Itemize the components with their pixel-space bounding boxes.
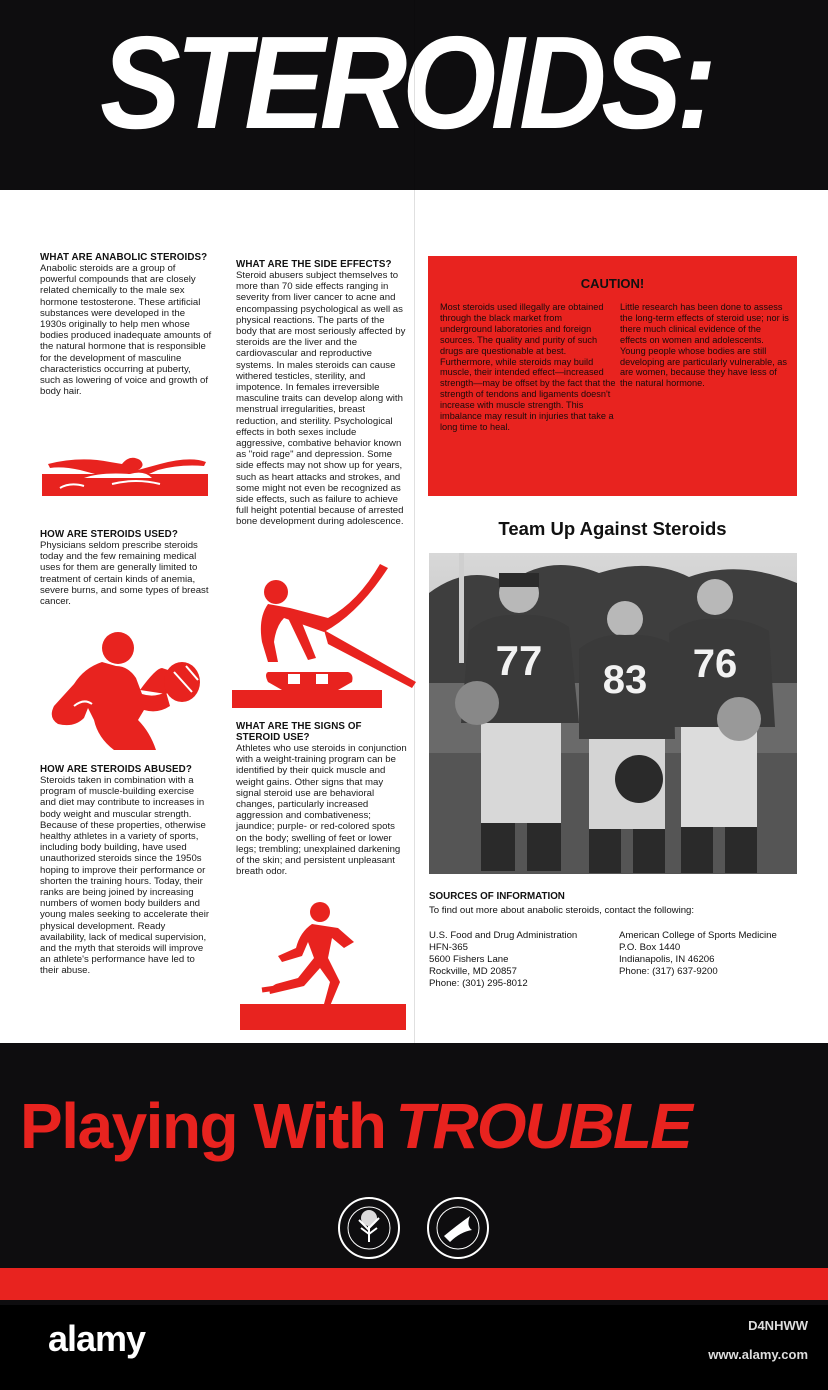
slogan-band — [0, 1043, 828, 1305]
section-signs-of-use — [236, 721, 408, 877]
watermark-image-id: D4NHWW — [748, 1318, 808, 1333]
watermark-url: www.alamy.com — [708, 1347, 808, 1362]
section-body: Steroid abusers subject themselves to more than 70 side effects ranging in severity from liver cancer to acne and encompassing psychological as well as physical reactions. The parts of the body that are most seriously affected by steroids are the liver and the cardiovascular and reproductive systems. In males steroids can cause withered testicles, sterility, and impotence. In females irreversible masculine traits can develop along with menstrual irregularities, breast reduction, and sterility. Psychological effects in both sexes include aggressive, combative behavior known as "roid rage" and depression. Some side effects may not show up for years, such as heart attacks and strokes, and some might not even be recognized as side effects, such as failure to achieve full height potential because of arrested bone development during adolescence. — [236, 270, 406, 528]
swimmer-icon — [40, 452, 210, 498]
dept-education-seal-icon — [337, 1196, 401, 1260]
jersey-number: 83 — [602, 658, 648, 702]
sources-intro: To find out more about anabolic steroids, contact the following: — [429, 905, 695, 916]
gymnast-icon — [228, 562, 424, 712]
section-heading: HOW ARE STEROIDS ABUSED? — [40, 764, 192, 775]
jersey-number: 77 — [495, 637, 543, 684]
red-strip — [0, 1268, 828, 1300]
section-body: Athletes who use steroids in conjunction with a weight-training program can be identified by their quick muscle and weight gains. Other signs that may signal steroid use are behavioral changes, particularly increased aggression and combativeness; jaundice; purple- or red-colored spots on the body; swelling of feet or lower legs; trembling; unexplained darkening of the skin; and persistent unpleasant breath odor. — [236, 743, 407, 878]
sources-heading: SOURCES OF INFORMATION — [429, 891, 565, 902]
section-heading: WHAT ARE ANABOLIC STEROIDS? — [40, 252, 208, 263]
poster-title: STEROIDS: — [100, 9, 712, 156]
slogan-part-2: TROUBLE — [395, 1090, 691, 1162]
section-how-abused — [40, 764, 212, 977]
slogan — [20, 1086, 691, 1166]
caution-box — [428, 256, 797, 496]
section-what-are-steroids — [40, 252, 212, 397]
section-body: Anabolic steroids are a group of powerful compounds that are closely related chemically to the male sex hormone testosterone. These artificial substances were developed in the 1930s originally to help men whose bodies produced inadequate amounts of the natural hormone that is responsible for the development of masculine characteristics occurring at puberty, such as lowering of voice and growth of body hair. — [40, 263, 212, 398]
runner-icon — [238, 898, 408, 1032]
watermark-logo: alamy — [48, 1318, 146, 1359]
slogan-part-1: Playing With — [20, 1090, 386, 1162]
section-how-used — [40, 529, 212, 607]
dept-hhs-seal-icon — [426, 1196, 490, 1260]
caution-title: CAUTION! — [580, 276, 645, 291]
section-heading: WHAT ARE THE SIDE EFFECTS? — [236, 259, 392, 270]
acsm-address: American College of Sports Medicine P.O. Box 1440 Indianapolis, IN 46206 Phone: (317) 637-9200 — [619, 930, 777, 977]
weightlifter-icon — [44, 628, 206, 754]
section-body: Steroids taken in combination with a program of muscle-building exercise and diet may contribute to increases in body weight and muscular strength. Because of these properties, otherwise healthy athletes in a variety of sports, including body building, have used unauthorized steroids since the 1950s hoping to improve their performance or shorten the training hours. Today, their ranks are being joined by increasing numbers of women body builders and young males seeking to accelerate their physical development. Ready availability, lack of medical supervision, and the myth that steroids will improve an athlete's performance have led to their abuse. — [40, 775, 210, 977]
section-heading: HOW ARE STEROIDS USED? — [40, 529, 178, 540]
section-side-effects — [236, 259, 406, 528]
section-heading: WHAT ARE THE SIGNS OF STEROID USE? — [236, 721, 362, 743]
caution-text-left: Most steroids used illegally are obtained through the black market from underground laboratories and foreign sources. The quality and purity of such drugs are questionable at best. Furthermore, while steroids may build muscle, their intended effect—increased strength—may be offset by the fact that the strength of tendons and ligaments doesn't increase with muscle strength. This imbalance may result in injuries that take a long time to heal. — [440, 302, 616, 432]
photo-illustration — [429, 553, 797, 874]
fda-address: U.S. Food and Drug Administration HFN-365 5600 Fishers Lane Rockville, MD 20857 Phone: (301) 295-8012 — [429, 930, 578, 989]
caution-text-right: Little research has been done to assess the long-term effects of steroid use; nor is there much clinical evidence of the effects on women and adolescents. Young people whose bodies are still developing are particularly vulnerable, as are women, because they have less of the natural hormone. — [620, 302, 789, 389]
team-up-heading: Team Up Against Steroids — [498, 518, 727, 539]
football-players-photo — [429, 553, 797, 874]
jersey-number: 76 — [692, 642, 738, 686]
section-body: Physicians seldom prescribe steroids today and the few remaining medical uses for them are generally limited to treatment of certain kinds of anemia, severe burns, and some types of breast cancer. — [40, 540, 209, 608]
